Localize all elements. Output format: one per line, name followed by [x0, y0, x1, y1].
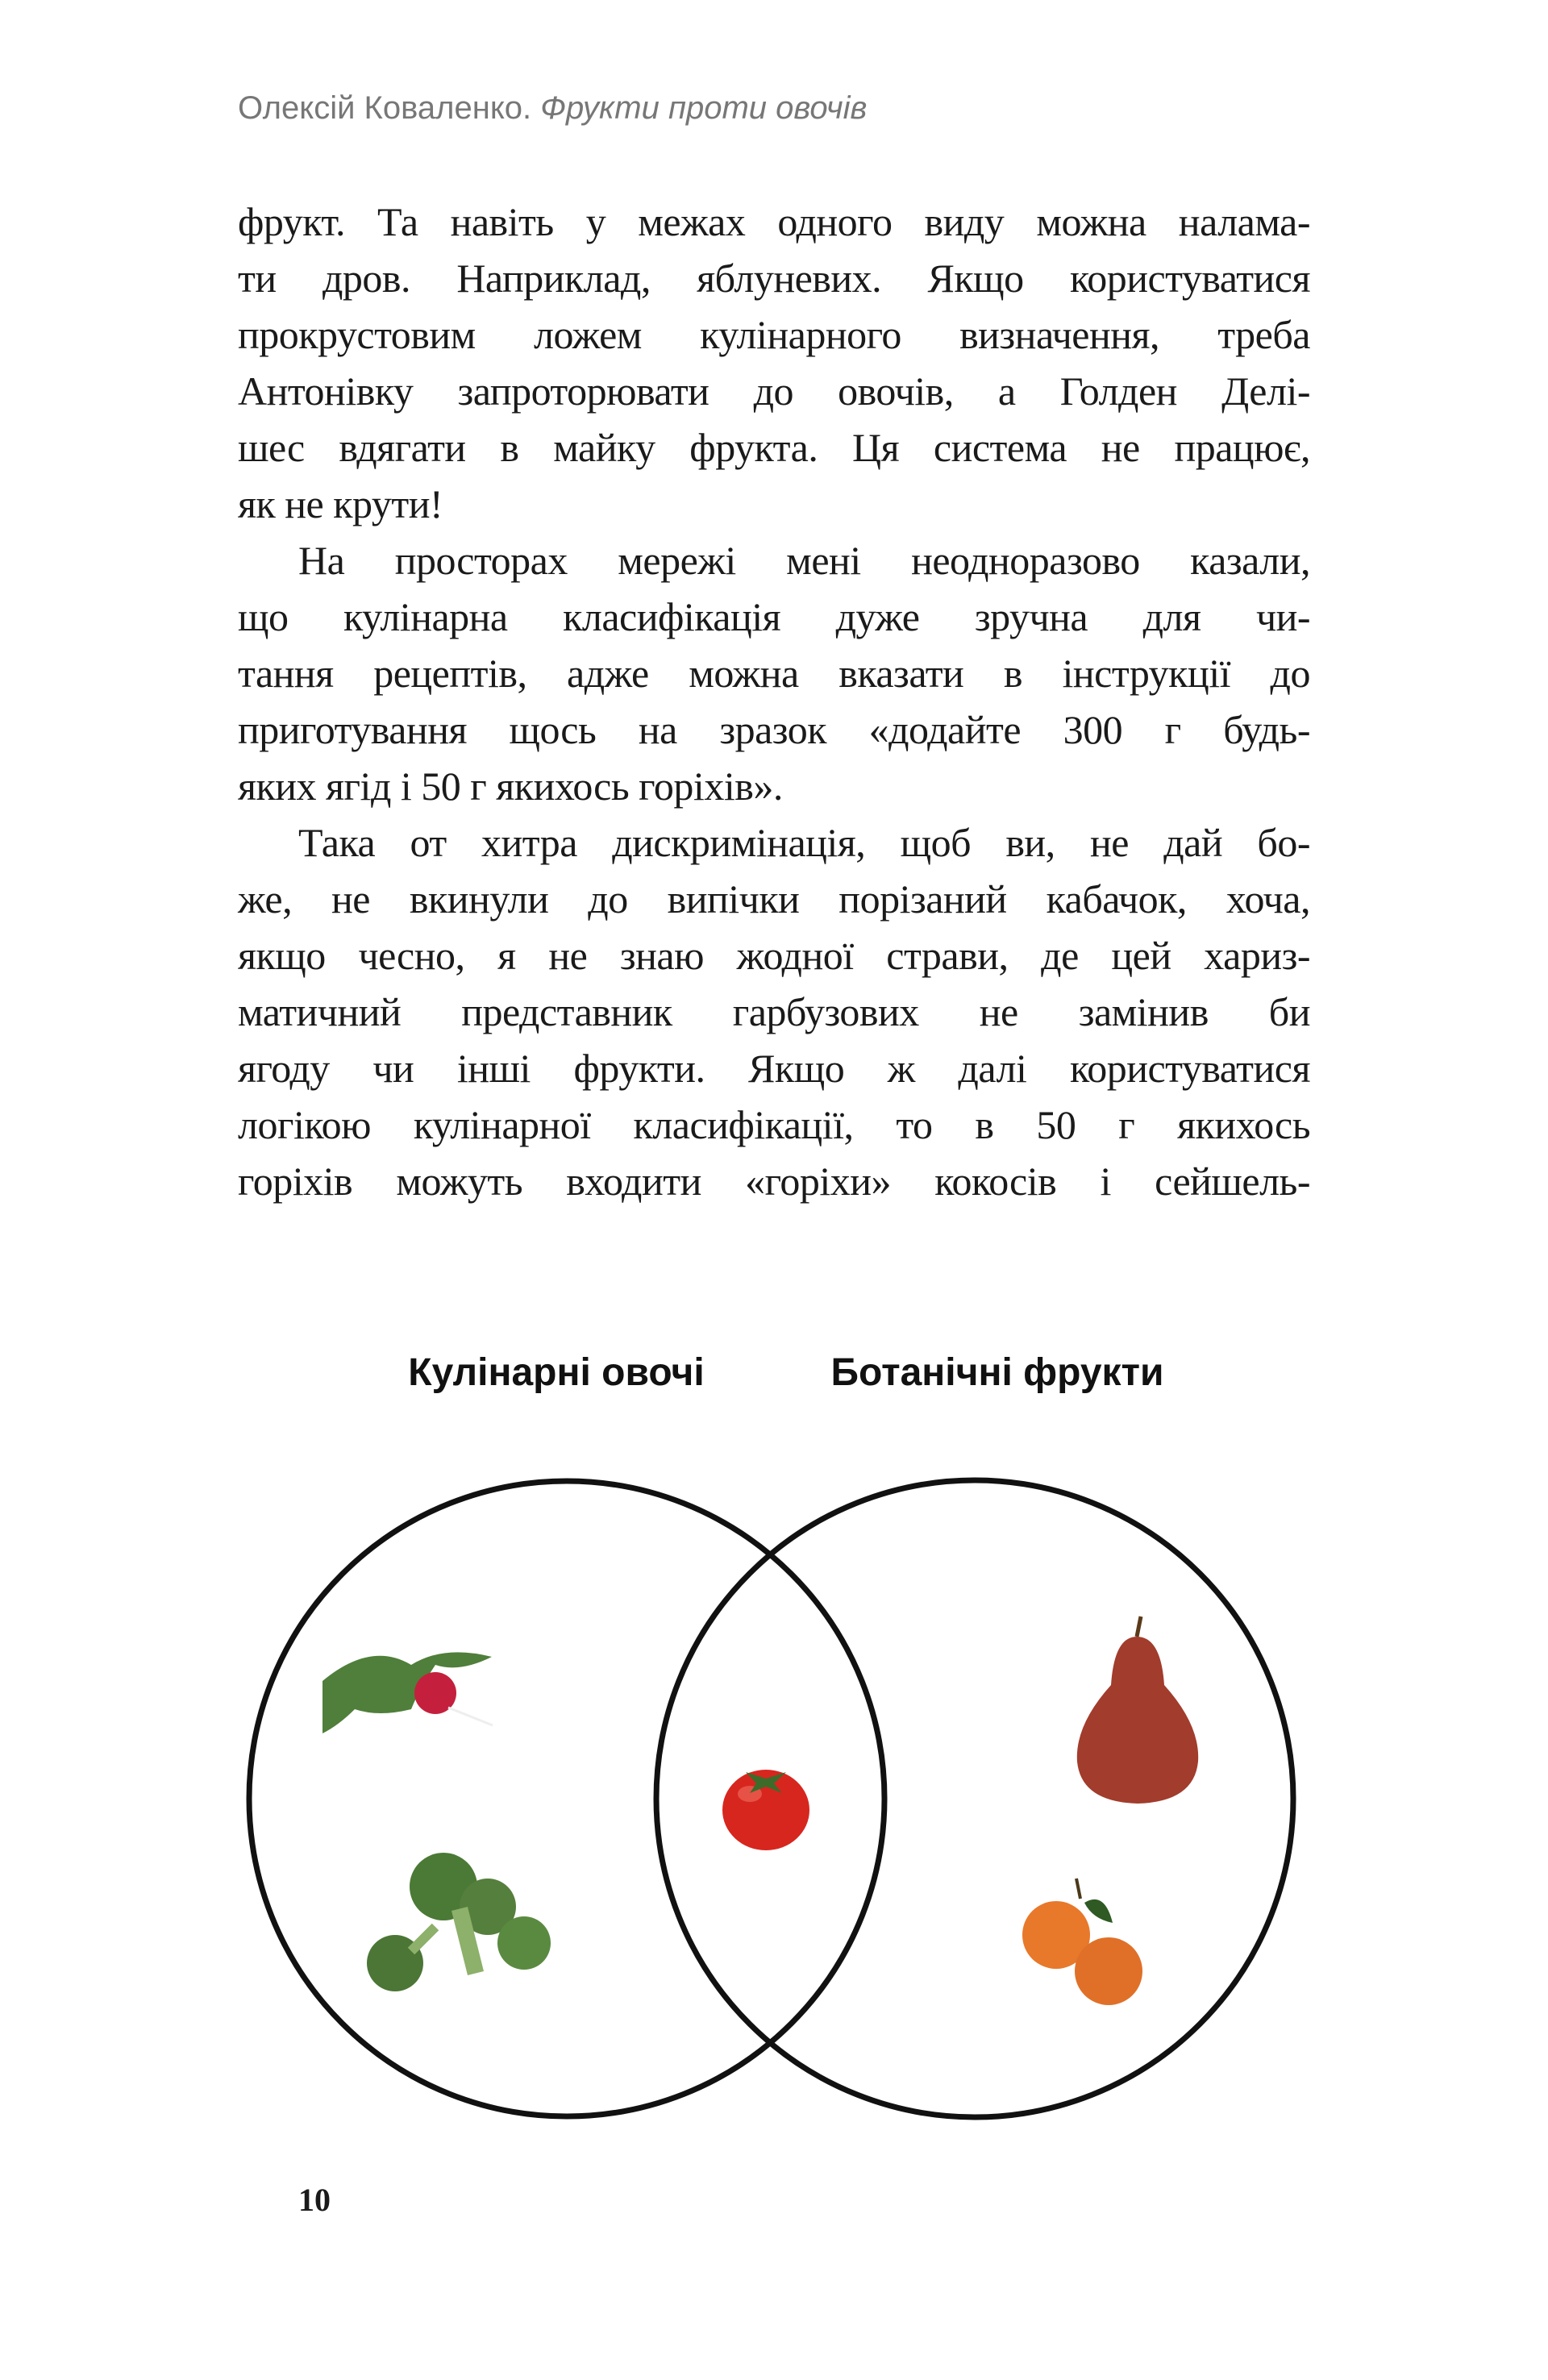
text-line: ти дров. Наприклад, яблуневих. Якщо користуватися	[238, 256, 1310, 301]
page-number: 10	[298, 2182, 331, 2218]
pear-icon	[1077, 1616, 1198, 1804]
text-line: ягоду чи інші фрукти. Якщо ж далі користуватися	[238, 1046, 1310, 1091]
running-header-author: Олексій Коваленко.	[238, 90, 532, 126]
text-line: фрукт. Та навіть у межах одного виду можна налама-	[238, 199, 1310, 244]
venn-right-label: Ботанічні фрукти	[830, 1351, 1164, 1394]
radish-icon	[322, 1652, 493, 1733]
apricots-icon	[1022, 1879, 1142, 2005]
text-line: горіхів можуть входити «горіхи» кокосів і сейшель-	[238, 1159, 1310, 1204]
text-line: На просторах мережі мені неодноразово казали,	[298, 538, 1310, 583]
running-header-title: Фрукти проти овочів	[540, 90, 868, 126]
text-line: прокрустовим ложем кулінарного визначення, треба	[238, 312, 1310, 357]
text-line: Така от хитра дискримінація, щоб ви, не дай бо-	[298, 820, 1310, 865]
text-line: як не крути!	[238, 481, 443, 526]
text-line: що кулінарна класифікація дуже зручна для чи-	[238, 594, 1310, 639]
text-line: же, не вкинули до випічки порізаний кабачок, хоча,	[238, 876, 1310, 922]
text-line: шес вдягати в майку фрукта. Ця система не працює,	[238, 425, 1310, 470]
text-line: Антонівку запроторювати до овочів, а Голден Делі-	[238, 368, 1310, 414]
text-line: логікою кулінарної класифікації, то в 50 г якихось	[238, 1102, 1310, 1147]
venn-left-label: Кулінарні овочі	[408, 1351, 705, 1394]
broccoli-icon	[367, 1853, 551, 1991]
tomato-icon	[722, 1770, 809, 1850]
text-line: матичний представник гарбузових не замінив би	[238, 989, 1310, 1034]
text-line: приготування щось на зразок «додайте 300 г будь-	[238, 707, 1310, 752]
text-line: якщо чесно, я не знаю жодної страви, де цей хариз-	[238, 933, 1310, 978]
text-line: тання рецептів, адже можна вказати в інструкції до	[238, 651, 1310, 696]
text-line: яких ягід і 50 г якихось горіхів».	[238, 764, 783, 809]
